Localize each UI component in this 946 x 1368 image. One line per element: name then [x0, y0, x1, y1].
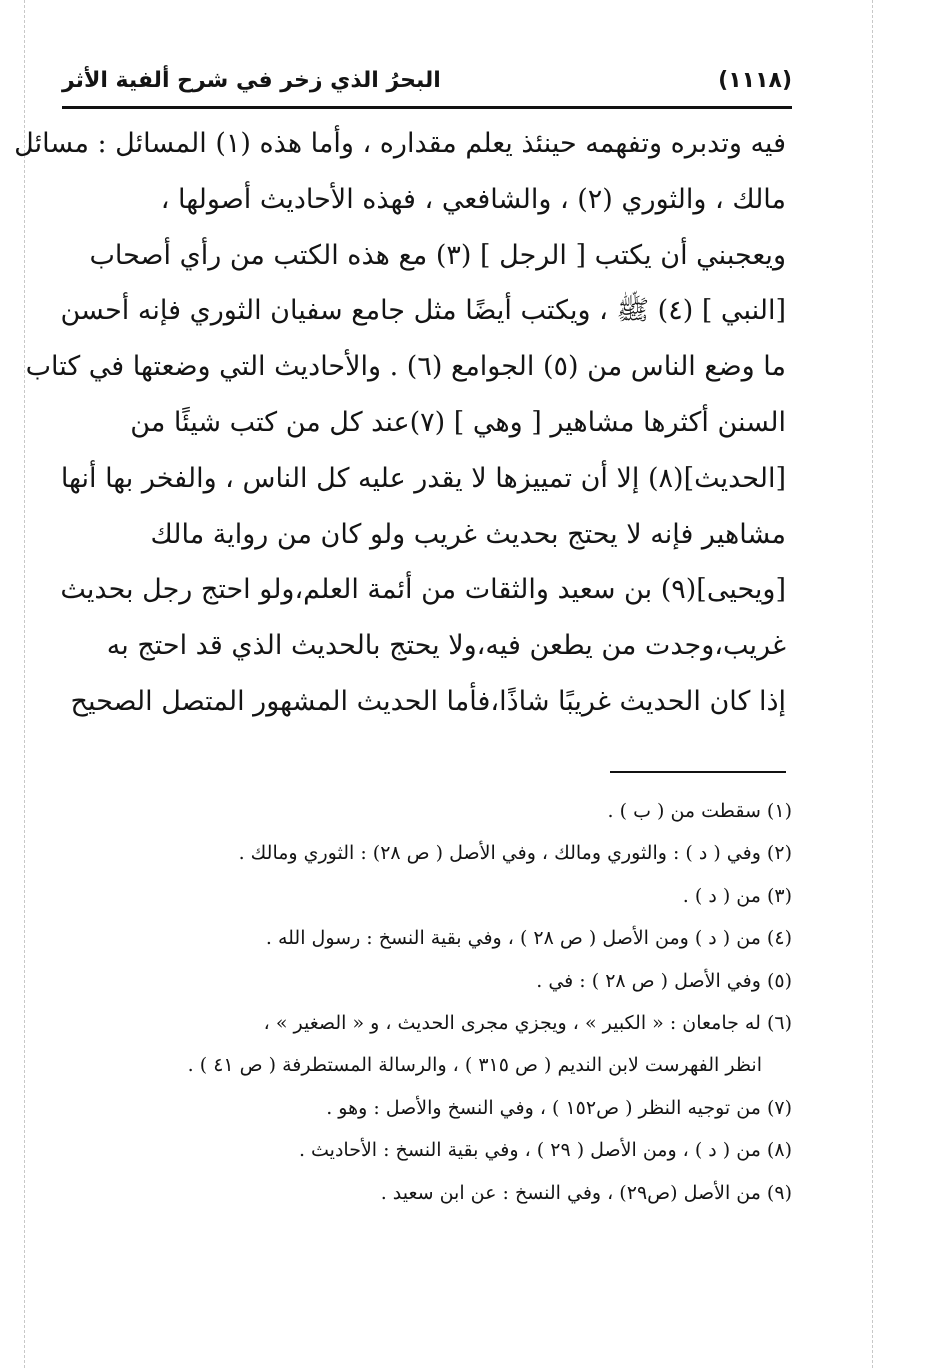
footnote: (٥) وفي الأصل ( ص ٢٨ ) : في . — [536, 969, 792, 992]
footnote: (٤) من ( د ) ومن الأصل ( ص ٢٨ ) ، وفي بقية النسخ : رسول الله . — [265, 927, 792, 950]
main-text — [14, 116, 786, 730]
text-line: [النبي ] (٤) ﷺ ، ويكتب أيضًا مثل جامع سفيان الثوري فإنه أحسن — [60, 295, 786, 327]
footnotes — [112, 790, 792, 1214]
footnote-continuation: انظر الفهرست لابن النديم ( ص ٣١٥ ) ، والرسالة المستطرفة ( ص ٤١ ) . — [187, 1054, 762, 1077]
text-line: مشاهير فإنه لا يحتج بحديث غريب ولو كان من رواية مالك — [150, 518, 786, 550]
text-line: مالك ، والثوري (٢) ، والشافعي ، فهذه الأحاديث أصولها ، — [160, 183, 786, 215]
footnote: (٦) له جامعان : « الكبير » ، ويجزي مجرى الحديث ، و « الصغير » ، — [263, 1011, 792, 1034]
book-title: البحرُ الذي زخر في شرح ألفية الأثر — [62, 68, 441, 93]
text-line: [ويحيى](٩) بن سعيد والثقات من أئمة العلم،ولو احتج رجل بحديث — [60, 574, 786, 606]
footnote: (٧) من توجيه النظر ( ص١٥٢ ) ، وفي النسخ والأصل : وهو . — [326, 1096, 792, 1119]
footnote: (٣) من ( د ) . — [682, 884, 792, 907]
footnote-separator — [610, 771, 786, 773]
text-line: فيه وتدبره وتفهمه حينئذ يعلم مقداره ، وأما هذه (١) المسائل : مسائل — [14, 128, 786, 159]
footnote: (٢) وفي ( د ) : والثوري ومالك ، وفي الأصل ( ص ٢٨) : الثوري ومالك . — [238, 842, 792, 865]
text-line: غريب،وجدت من يطعن فيه،ولا يحتج بالحديث الذي قد احتج به — [106, 630, 786, 662]
margin-guide-left — [24, 0, 25, 1368]
page-number: (١١١٨) — [718, 68, 792, 93]
text-line: السنن أكثرها مشاهير [ وهي ] (٧)عند كل من كتب شيئًا من — [130, 406, 786, 438]
footnote: (٨) من ( د ) ، ومن الأصل ( ٢٩ ) ، وفي بقية النسخ : الأحاديث . — [298, 1139, 792, 1162]
margin-guide-right — [872, 0, 873, 1368]
running-header — [62, 62, 792, 109]
text-line: [الحديث](٨) إلا أن تمييزها لا يقدر عليه كل الناس ، والفخر بها أنها — [60, 462, 786, 494]
text-line: ما وضع الناس من (٥) الجوامع (٦) . والأحاديث التي وضعتها في كتاب — [25, 351, 786, 383]
footnote: (٩) من الأصل (ص٢٩) ، وفي النسخ : عن ابن سعيد . — [380, 1181, 792, 1204]
footnote: (١) سقطت من ( ب ) . — [607, 800, 792, 822]
text-line: إذا كان الحديث غريبًا شاذًا،فأما الحديث المشهور المتصل الصحيح — [70, 685, 786, 717]
text-line: ويعجبني أن يكتب [ الرجل ] (٣) مع هذه الكتب من رأي أصحاب — [89, 239, 786, 271]
